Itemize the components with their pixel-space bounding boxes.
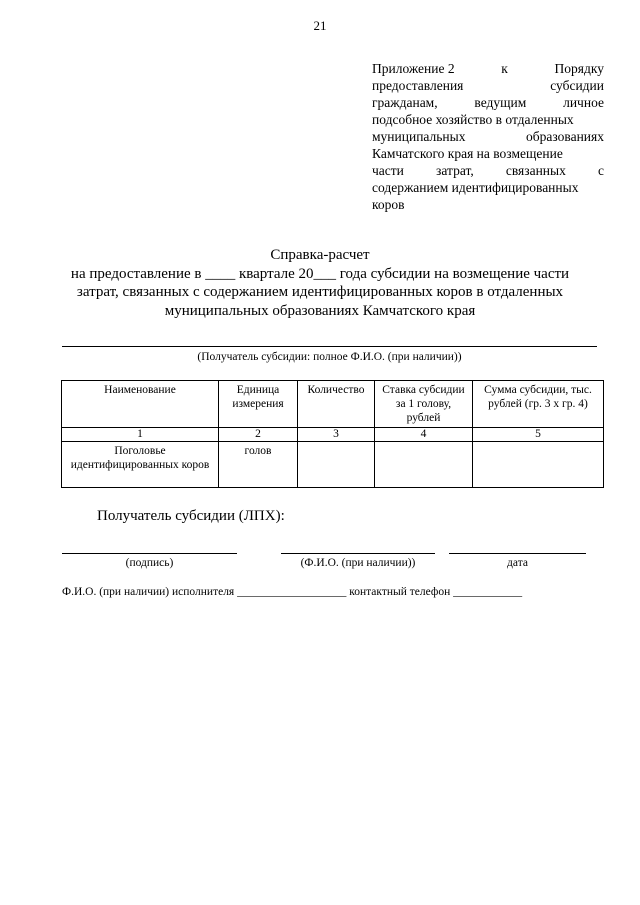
appendix-line (372, 145, 604, 162)
appendix-text: Порядку (554, 61, 604, 76)
appendix-text: Приложение 2 (372, 61, 455, 76)
appendix-line (372, 94, 604, 111)
appendix-text: части (372, 163, 404, 178)
title-heading: Справка-расчет (270, 247, 370, 263)
cell-sum[interactable] (473, 442, 604, 488)
appendix-text: с (597, 163, 604, 178)
appendix-line (372, 77, 604, 94)
appendix-block (372, 60, 604, 213)
phone-label: контактный телефон (349, 586, 451, 598)
appendix-line (372, 162, 604, 179)
table-header-row (62, 381, 604, 428)
appendix-text: предоставления (372, 78, 464, 93)
recipient-name-line[interactable] (62, 346, 597, 347)
subsidy-table (61, 380, 604, 488)
header-quantity: Количество (298, 381, 375, 428)
appendix-line (372, 128, 604, 145)
header-name: Наименование (62, 381, 219, 428)
header-rate: Ставка субсидии за 1 голову, рублей (375, 381, 473, 428)
appendix-line (372, 179, 604, 196)
header-unit: Единица измерения (219, 381, 298, 428)
date-caption: дата (507, 557, 528, 569)
column-number: 1 (62, 428, 219, 442)
cell-unit: голов (219, 442, 298, 488)
appendix-text: к (501, 61, 508, 76)
appendix-text: Камчатского края на возмещение (372, 146, 563, 161)
title-line: затрат, связанных с содержанием идентифицированных коров в отдаленных (76, 284, 564, 300)
appendix-line (372, 111, 604, 128)
executor-row (62, 586, 522, 598)
appendix-text: субсидии (550, 78, 604, 93)
date-line[interactable] (449, 553, 586, 554)
signature-line[interactable] (62, 553, 237, 554)
name-caption: (Ф.И.О. (при наличии)) (300, 557, 416, 569)
signature-caption: (подпись) (125, 557, 174, 569)
name-line[interactable] (281, 553, 435, 554)
appendix-text: подсобное хозяйство в отдаленных (372, 112, 574, 127)
appendix-line (372, 60, 604, 77)
title-line: на предоставление в ____ квартале 20___ года субсидии на возмещение части (70, 265, 570, 282)
table-row (62, 442, 604, 488)
appendix-text: связанных (505, 163, 566, 178)
appendix-text: коров (372, 197, 405, 212)
appendix-text: затрат, (436, 163, 474, 178)
receiver-label: Получатель субсидии (ЛПХ): (97, 508, 285, 524)
page-number: 21 (313, 18, 327, 33)
appendix-text: образованиях (526, 129, 604, 144)
title-line: муниципальных образованиях Камчатского края (164, 302, 476, 319)
table-number-row (62, 428, 604, 442)
column-number: 2 (219, 428, 298, 442)
cell-quantity[interactable] (298, 442, 375, 488)
cell-rate[interactable] (375, 442, 473, 488)
appendix-text: ведущим (474, 95, 527, 110)
executor-name-blank[interactable]: ___________________ (237, 586, 347, 598)
recipient-caption: (Получатель субсидии: полное Ф.И.О. (при наличии)) (197, 351, 462, 363)
appendix-text: муниципальных (372, 129, 466, 144)
appendix-text: гражданам, (372, 95, 438, 110)
phone-blank[interactable]: ____________ (453, 586, 523, 598)
column-number: 3 (298, 428, 375, 442)
appendix-text: содержанием идентифицированных (372, 180, 579, 195)
appendix-line (372, 196, 604, 213)
appendix-text: личное (563, 95, 604, 110)
executor-label: Ф.И.О. (при наличии) исполнителя (62, 586, 235, 598)
column-number: 4 (375, 428, 473, 442)
cell-name: Поголовье идентифицированных коров (62, 442, 219, 488)
column-number: 5 (473, 428, 604, 442)
document-title (0, 246, 640, 320)
header-sum: Сумма субсидии, тыс. рублей (гр. 3 х гр. 4) (473, 381, 604, 428)
